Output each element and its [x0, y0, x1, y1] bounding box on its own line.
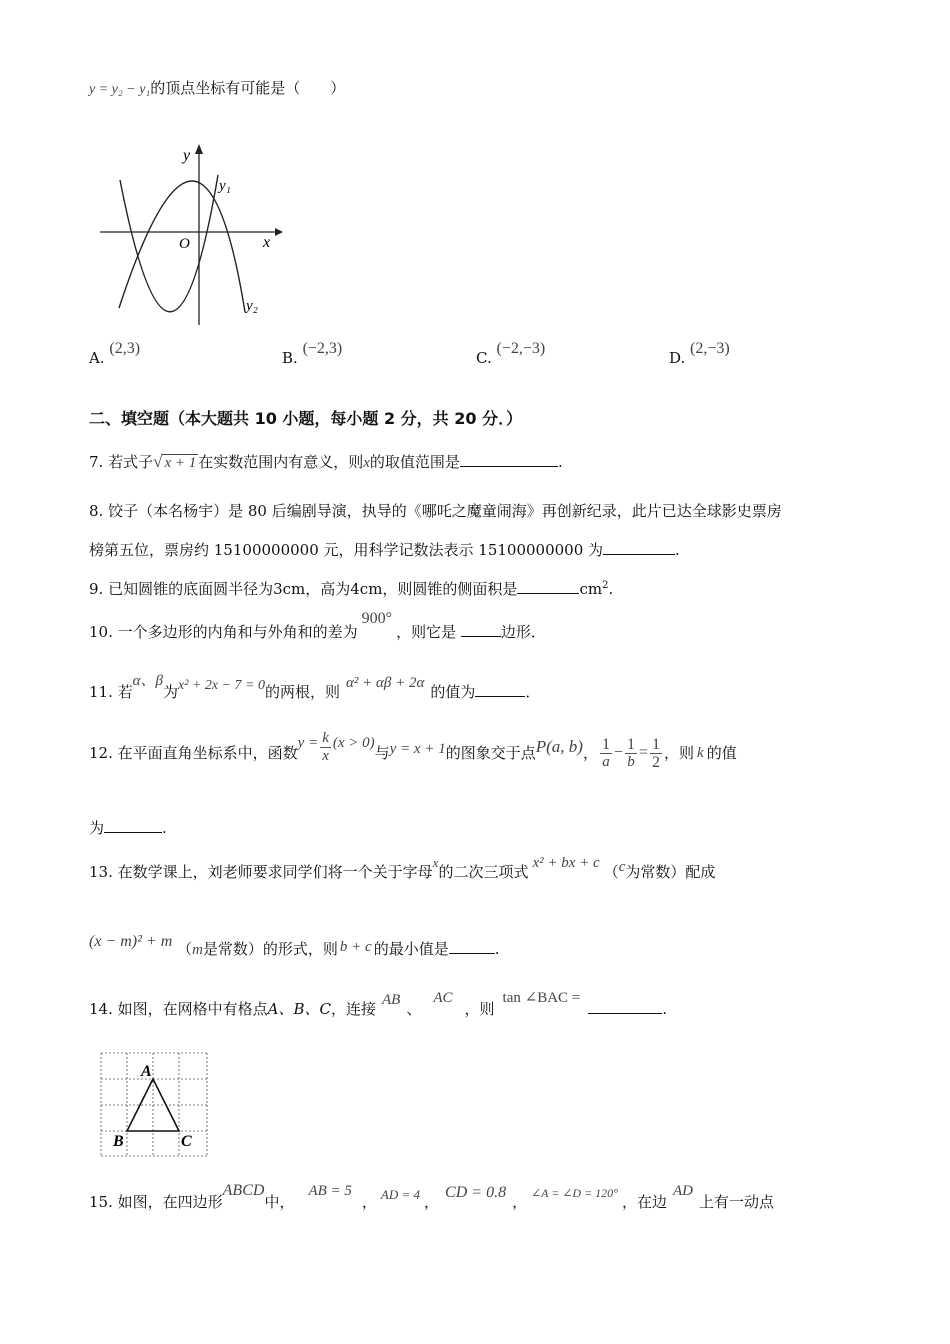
answer-blank[interactable] [449, 939, 495, 954]
q11-equation: x² + 2x − 7 = 0 [178, 678, 265, 693]
section-heading: 二、填空题（本大题共 10 小题，每小题 2 分，共 20 分．） [89, 409, 523, 428]
question-14: 14. 如图，在网格中有格点A、B、C，连接 AB 、AC，则tan ∠BAC =. [89, 990, 668, 1018]
q13-polynomial: x² + bx + c [532, 855, 600, 871]
q6-option-b[interactable] [282, 340, 343, 368]
x-axis-arrow-icon [275, 228, 283, 236]
answer-blank[interactable] [104, 818, 162, 833]
option-value: (−2,3) [302, 340, 343, 357]
q6-parabola-graph [95, 140, 285, 330]
curve-y2-label: y₂ [246, 298, 258, 314]
y-axis-label: y [183, 147, 191, 164]
sqrt-icon: √ [153, 452, 163, 471]
option-letter: B. [282, 349, 298, 367]
answer-blank[interactable] [603, 540, 675, 555]
q6-option-d[interactable] [669, 340, 730, 368]
answer-blank[interactable] [517, 579, 579, 594]
q12-fraction-1-over-b: $\frac{1}{b}$ [627, 735, 635, 770]
question-12: 12. 在平面直角坐标系中，函数 y = $\frac{k}{x}$ (x > 0) 与 y = x + 1 的图象交于点 P(a, b) ， $\frac{1}{a}$ − $\frac{1}{b}$ = $\frac{1}{2}$ ，则 k 的值 [89, 729, 737, 771]
option-letter: C. [476, 349, 492, 367]
question-15: 15. 如图，在四边形ABCD中，AB = 5， AD = 4 ，CD = 0.8， $^{\angle A = \angle D = 120^\circ}$ ，在边AD上有一动点 [89, 1182, 775, 1211]
y-axis-arrow-icon [195, 144, 203, 154]
label-a: A [141, 1063, 152, 1080]
label-b: B [113, 1133, 124, 1150]
question-10: 10. 一个多边形的内角和与外角和的差为900°，则它是 边形． [89, 610, 546, 641]
answer-blank[interactable] [588, 999, 662, 1014]
answer-blank[interactable] [460, 452, 558, 467]
q12-fraction-k-over-x: $\frac{k}{x}$ [322, 729, 329, 764]
question-12-line2: 为 . [89, 819, 167, 837]
q6-stem [89, 78, 345, 98]
question-9: 9. 已知圆锥的底面圆半径为3cm，高为4cm，则圆锥的侧面积是 $cm^2$. [89, 580, 614, 598]
q13-form: (x − m)² + m [89, 933, 173, 950]
q14-grid-figure [100, 1052, 210, 1158]
question-7: 7. 若式子√ x + 1 在实数范围内有意义，则x的取值范围是 . [89, 452, 563, 471]
answer-blank[interactable] [461, 622, 501, 637]
question-8-line2: 榜第五位，票房约 15100000000 元，用科学记数法表示 15100000000 为 . [89, 541, 680, 559]
q11-expression: α² + αβ + 2α [346, 675, 425, 691]
q6-expression: y = y₂ − y₁ [89, 82, 151, 97]
option-letter: A. [89, 349, 105, 367]
q7-radicand: x + 1 [164, 455, 197, 471]
x-axis-label: x [263, 234, 271, 251]
q12-fraction-1-over-a: $\frac{1}{a}$ [601, 735, 610, 770]
question-13-line2: (x − m)² + m （m是常数）的形式，则 b + c 的最小值是 . [89, 933, 500, 958]
option-letter: D. [669, 349, 686, 367]
question-13-line1: 13. 在数学课上，刘老师要求同学们将一个关于字母x的二次三项式 x² + bx + c （c为常数）配成 [89, 855, 716, 881]
q12-fraction-1-over-2: $\frac{1}{2}$ [652, 735, 661, 771]
option-value: (2,−3) [690, 340, 730, 357]
q12-point: P(a, b) [535, 737, 583, 756]
q6-stem-text: 的顶点坐标有可能是（ ） [150, 79, 346, 97]
q10-angle: 900° [361, 610, 393, 627]
option-value: (−2,−3) [496, 340, 546, 357]
answer-blank[interactable] [475, 682, 525, 697]
label-c: C [181, 1133, 192, 1150]
curve-y1-label: y₁ [219, 178, 231, 194]
option-value: (2,3) [109, 340, 141, 357]
q6-option-c[interactable] [476, 340, 546, 368]
question-8-line1: 8. 饺子（本名杨宇）是 80 后编剧导演，执导的《哪吒之魔童闹海》再创新纪录，此片已达全球影史票房 [89, 502, 782, 520]
q6-option-a[interactable] [89, 340, 141, 368]
origin-label: O [179, 236, 190, 252]
q14-tan-expression: tan ∠BAC = [502, 990, 581, 1006]
question-11: 11. 若α、β为x² + 2x − 7 = 0的两根，则 α² + αβ + 2α 的值为 ． [89, 673, 541, 701]
